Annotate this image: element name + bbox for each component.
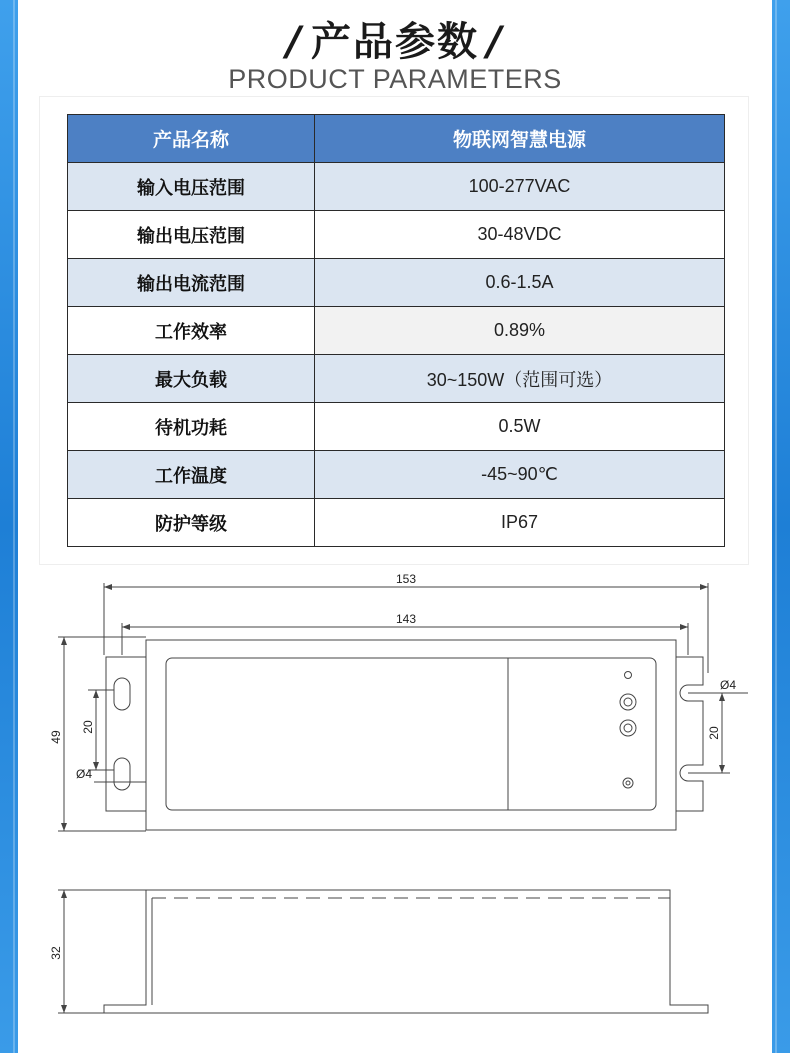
row-key: 工作效率 (68, 307, 315, 355)
dim-label-overall-length: 153 (395, 572, 417, 586)
side-housing-outline (104, 890, 708, 1013)
row-key: 工作温度 (68, 451, 315, 499)
dim-label-hole-spacing-right: 20 (707, 726, 721, 740)
terminal-top-inner (624, 698, 632, 706)
row-value: 0.5W (315, 403, 725, 451)
left-flange (106, 657, 146, 811)
housing-inner-outline (166, 658, 656, 810)
housing-outline (146, 640, 676, 830)
screw-hole-inner (626, 781, 630, 785)
right-border-strip (772, 0, 790, 1053)
table-row (68, 499, 725, 547)
page-subtitle: PRODUCT PARAMETERS (228, 64, 562, 94)
parameters-card (40, 97, 748, 564)
terminal-top (620, 694, 636, 710)
dimension-drawing (18, 565, 772, 1053)
side-view (58, 890, 708, 1013)
left-border-strip (0, 0, 18, 1053)
row-key: 输出电压范围 (68, 211, 315, 259)
table-row (68, 307, 725, 355)
dimension-drawing-svg (18, 565, 772, 1053)
header-key-cell: 产品名称 (68, 115, 315, 163)
left-slot-bottom (114, 758, 130, 790)
row-key: 输入电压范围 (68, 163, 315, 211)
title-text: 产品参数 (311, 19, 479, 65)
dim-label-height: 49 (49, 730, 63, 744)
row-key: 输出电流范围 (68, 259, 315, 307)
row-key: 待机功耗 (68, 403, 315, 451)
row-key: 最大负载 (68, 355, 315, 403)
left-slot-top (114, 678, 130, 710)
row-value: IP67 (315, 499, 725, 547)
table-row (68, 355, 725, 403)
content-panel (18, 0, 772, 1053)
row-value: -45~90℃ (315, 451, 725, 499)
title-slash-left: / (286, 19, 303, 65)
dim-label-hole-dia-left: Ø4 (76, 767, 93, 781)
table-header-row (68, 115, 725, 163)
page-title (18, 10, 772, 67)
row-value: 30~150W（范围可选） (315, 355, 725, 403)
row-value: 0.89% (315, 307, 725, 355)
arrowheads (61, 584, 725, 831)
dim-label-hole-spacing-left: 20 (81, 720, 95, 734)
row-value: 0.6-1.5A (315, 259, 725, 307)
table-row (68, 259, 725, 307)
indicator-hole (625, 672, 632, 679)
table-row (68, 451, 725, 499)
header-value-cell: 物联网智慧电源 (315, 115, 725, 163)
row-value: 30-48VDC (315, 211, 725, 259)
dim-label-depth: 32 (49, 946, 63, 960)
dim-label-hole-dia-right: Ø4 (720, 678, 737, 692)
table-row (68, 403, 725, 451)
parameters-table (67, 114, 725, 547)
right-flange (676, 657, 703, 811)
terminal-bottom-inner (624, 724, 632, 732)
screw-hole (623, 778, 633, 788)
dim-label-body-length: 143 (395, 612, 417, 626)
table-row (68, 211, 725, 259)
title-slash-right: / (487, 19, 504, 65)
table-row (68, 163, 725, 211)
row-key: 防护等级 (68, 499, 315, 547)
row-value: 100-277VAC (315, 163, 725, 211)
terminal-bottom (620, 720, 636, 736)
